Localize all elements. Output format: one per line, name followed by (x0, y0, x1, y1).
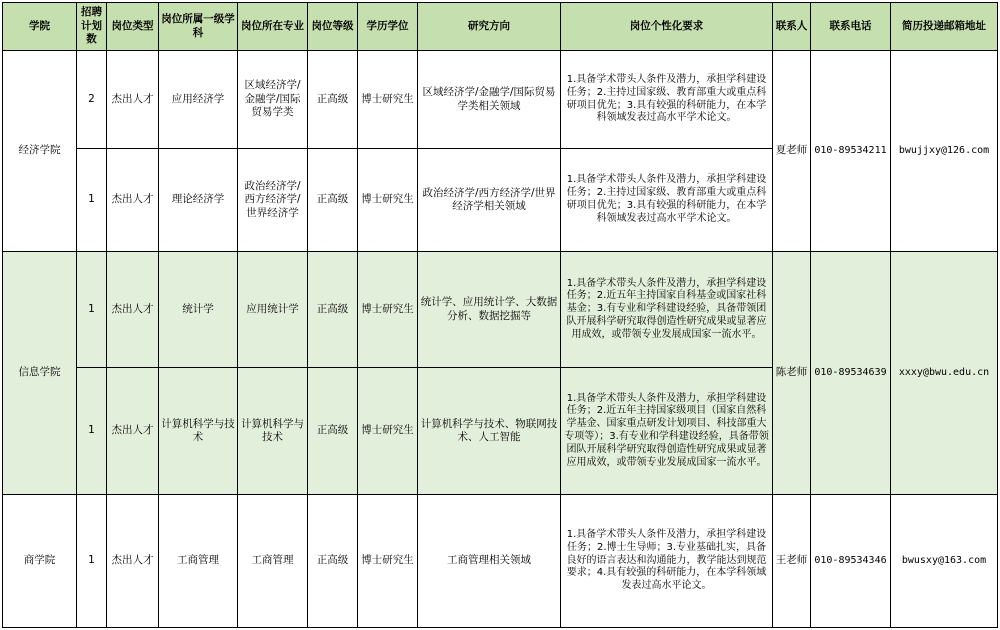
discipline-cell: 工商管理 (159, 495, 238, 628)
discipline-cell: 统计学 (159, 252, 238, 368)
requirements-cell: 1.具备学术带头人条件及潜力，承担学科建设任务；2.主持过国家级、教育部重大或重点科研项目优先；3.具有较强的科研能力，在本学科领域发表过高水平学术论文。 (561, 51, 773, 149)
header-quota: 招聘计划数 (77, 3, 107, 51)
requirements-cell: 1.具备学术带头人条件及潜力，承担学科建设任务；2.近五年主持国家级项目（国家自然科学基金、国家重点研发计划项目、科技部重大专项等）；3.有专业和学科建设经验，具备带领团队开展科学研究取得创造性研究成果或显著应用成效，或带领专业发展成国家一流水平。 (561, 368, 773, 495)
header-phone: 联系电话 (811, 3, 891, 51)
degree-cell: 博士研究生 (358, 495, 418, 628)
level-cell: 正高级 (308, 368, 358, 495)
requirements-cell: 1.具备学术带头人条件及潜力，承担学科建设任务；2.博士生导师；3.专业基础扎实，具备良好的语言表达和沟通能力，教学能达到规范要求；4.具有较强的科研能力，在本学科领域发表过高水平论文。 (561, 495, 773, 628)
degree-cell: 博士研究生 (358, 252, 418, 368)
position-type-cell: 杰出人才 (107, 368, 159, 495)
email-cell: bwusxy@163.com (891, 495, 998, 628)
level-cell: 正高级 (308, 495, 358, 628)
contact-cell: 夏老师 (773, 51, 811, 252)
quota-cell: 1 (77, 252, 107, 368)
degree-cell: 博士研究生 (358, 51, 418, 149)
contact-cell: 陈老师 (773, 252, 811, 495)
position-type-cell: 杰出人才 (107, 51, 159, 149)
phone-cell: 010-89534639 (811, 252, 891, 495)
major-cell: 应用统计学 (238, 252, 308, 368)
position-type-cell: 杰出人才 (107, 252, 159, 368)
table-row (3, 495, 998, 628)
college-cell: 信息学院 (3, 252, 77, 495)
header-email: 简历投递邮箱地址 (891, 3, 998, 51)
level-cell: 正高级 (308, 252, 358, 368)
email-cell: xxxy@bwu.edu.cn (891, 252, 998, 495)
discipline-cell: 计算机科学与技术 (159, 368, 238, 495)
position-type-cell: 杰出人才 (107, 495, 159, 628)
quota-cell: 1 (77, 149, 107, 252)
level-cell: 正高级 (308, 51, 358, 149)
header-major: 岗位所在专业 (238, 3, 308, 51)
discipline-cell: 理论经济学 (159, 149, 238, 252)
major-cell: 区域经济学/金融学/国际贸易学类 (238, 51, 308, 149)
college-cell: 经济学院 (3, 51, 77, 252)
header-position-type: 岗位类型 (107, 3, 159, 51)
research-cell: 工商管理相关领域 (418, 495, 561, 628)
research-cell: 区域经济学/金融学/国际贸易学类相关领域 (418, 51, 561, 149)
requirements-cell: 1.具备学术带头人条件及潜力，承担学科建设任务；2.近五年主持国家自科基金或国家社科基金；3.有专业和学科建设经验，具备带领团队开展科学研究取得创造性研究成果或显著应用成效，或带领专业发展成国家一流水平。 (561, 252, 773, 368)
requirements-cell: 1.具备学术带头人条件及潜力，承担学科建设任务；2.主持过国家级、教育部重大或重点科研项目优先；3.具有较强的科研能力，在本学科领域发表过高水平学术论文。 (561, 149, 773, 252)
quota-cell: 2 (77, 51, 107, 149)
degree-cell: 博士研究生 (358, 368, 418, 495)
email-cell: bwujjxy@126.com (891, 51, 998, 252)
header-discipline: 岗位所属一级学科 (159, 3, 238, 51)
discipline-cell: 应用经济学 (159, 51, 238, 149)
phone-cell: 010-89534211 (811, 51, 891, 252)
table-row (3, 51, 998, 149)
quota-cell: 1 (77, 495, 107, 628)
quota-cell: 1 (77, 368, 107, 495)
position-type-cell: 杰出人才 (107, 149, 159, 252)
table-row (3, 252, 998, 368)
major-cell: 计算机科学与技术 (238, 368, 308, 495)
major-cell: 工商管理 (238, 495, 308, 628)
header-contact: 联系人 (773, 3, 811, 51)
research-cell: 计算机科学与技术、物联网技术、人工智能 (418, 368, 561, 495)
level-cell: 正高级 (308, 149, 358, 252)
header-research: 研究方向 (418, 3, 561, 51)
research-cell: 政治经济学/西方经济学/世界经济学相关领域 (418, 149, 561, 252)
header-degree: 学历学位 (358, 3, 418, 51)
recruitment-table (2, 2, 998, 628)
header-requirements: 岗位个性化要求 (561, 3, 773, 51)
major-cell: 政治经济学/西方经济学/世界经济学 (238, 149, 308, 252)
degree-cell: 博士研究生 (358, 149, 418, 252)
header-row (3, 3, 998, 51)
header-college: 学院 (3, 3, 77, 51)
header-level: 岗位等级 (308, 3, 358, 51)
contact-cell: 王老师 (773, 495, 811, 628)
phone-cell: 010-89534346 (811, 495, 891, 628)
research-cell: 统计学、应用统计学、大数据分析、数据挖掘等 (418, 252, 561, 368)
college-cell: 商学院 (3, 495, 77, 628)
